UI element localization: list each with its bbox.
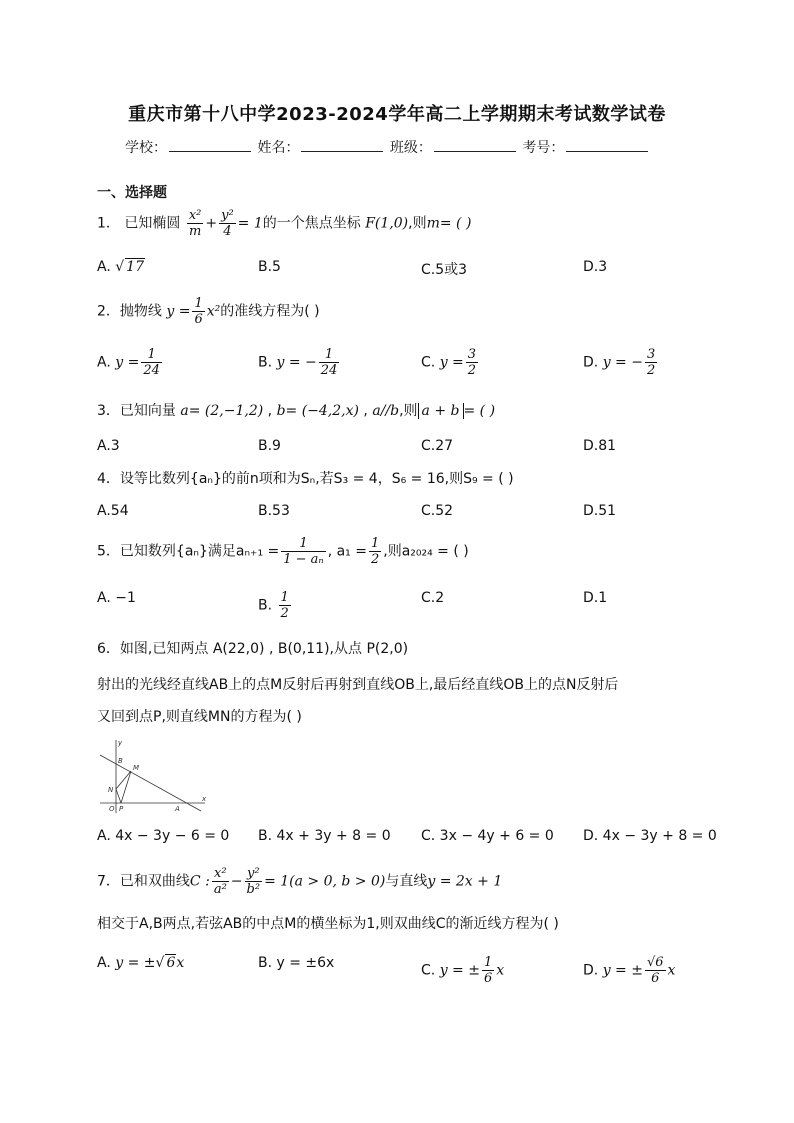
fraction: $\frac{\text{y²}}{4}$	[221, 208, 234, 239]
option-a[interactable]: A. y = ±√ 6x	[97, 955, 185, 971]
number-blank	[566, 139, 648, 152]
question-7-line-2: 相交于A,B两点,若弦AB的中点M的横坐标为1,则双曲线C的渐近线方程为( )	[97, 916, 559, 932]
option-a[interactable]: A. √ 17	[97, 259, 144, 275]
fraction: $\frac{\text{x²}}{m}$	[188, 208, 202, 239]
fraction: $\frac{1}{6}$	[194, 296, 203, 327]
question-2: 2．抛物线 y = $\frac{1}{6}$ x²的准线方程为( )	[97, 296, 320, 327]
option-c[interactable]: C. 3x − 4y + 6 = 0	[421, 828, 554, 844]
option-b[interactable]: B. y = ±6x	[258, 955, 335, 971]
question-4: 4．设等比数列{aₙ}的前n项和为Sₙ,若S₃ = 4，S₆ = 16,则S₉ = ( )	[97, 471, 514, 487]
option-b[interactable]: B.5	[258, 259, 281, 275]
school-blank	[169, 139, 251, 152]
option-a[interactable]: A.54	[97, 503, 129, 519]
student-info-line	[125, 137, 650, 157]
fig-label-n: N	[108, 786, 114, 794]
fig-label-m: M	[133, 764, 140, 772]
question-6-figure	[97, 737, 209, 815]
option-c[interactable]: C.2	[421, 590, 445, 606]
question-3: 3．已知向量 a= (2,−1,2) , b= (−4,2,x) , a//b,则 a + b = ( )	[97, 403, 496, 419]
fraction: $\frac{\text{x²}}{\text{a²}}$	[213, 866, 227, 897]
question-6-line-2: 射出的光线经直线AB上的点M反射后再射到直线OB上,最后经直线OB上的点N反射后	[97, 677, 619, 693]
option-d[interactable]: D.81	[583, 438, 617, 454]
option-b[interactable]: B. 4x + 3y + 8 = 0	[258, 828, 391, 844]
school-label: 学校：	[125, 140, 167, 156]
question-4-options	[97, 503, 737, 523]
page-title: 重庆市第十八中学2023-2024学年高二上学期期末考试数学试卷	[128, 104, 666, 125]
option-c[interactable]: C.5或3	[421, 262, 468, 278]
question-1: 1． 已知椭圆 $\frac{\text{x²}}{m}$ + $\frac{\text{y²}}{4}$ = 1的一个焦点坐标 F(1,0),则m= ( )	[97, 208, 472, 239]
option-c[interactable]: C. y = ± $\frac{1}{6}$ x	[421, 955, 505, 986]
option-d[interactable]: D.1	[583, 590, 608, 606]
option-d[interactable]: D.51	[583, 503, 617, 519]
option-a[interactable]: A. 4x − 3y − 6 = 0	[97, 828, 230, 844]
option-d[interactable]: D. y = − $\frac{3}{2}$	[583, 347, 656, 378]
fig-label-y: y	[118, 739, 123, 747]
option-d[interactable]: D. 4x − 3y + 8 = 0	[583, 828, 717, 844]
option-b[interactable]: B.9	[258, 438, 281, 454]
fig-label-p: P	[119, 805, 124, 813]
fig-label-b: B	[118, 757, 123, 765]
option-a[interactable]: A.3	[97, 438, 120, 454]
question-number: 1．	[97, 215, 120, 232]
name-blank	[301, 139, 383, 152]
fraction: $\frac{1}{\text{1 − aₙ}}$	[283, 536, 324, 567]
question-2-options	[97, 347, 737, 378]
question-5: 5．已知数列{aₙ}满足aₙ₊₁ = $\frac{1}{\text{1 − aₙ}}$ , a₁ = $\frac{1}{2}$ ,则a₂₀₂₄ = ( )	[97, 536, 469, 567]
fig-label-o: O	[109, 805, 115, 813]
question-6-line-3: 又回到点P,则直线MN的方程为( )	[97, 709, 302, 725]
question-6-options	[97, 828, 737, 848]
option-d[interactable]: D.3	[583, 259, 608, 275]
option-c[interactable]: C.27	[421, 438, 454, 454]
option-a[interactable]: A. y = $\frac{1}{24}$	[97, 347, 160, 378]
fraction: $\frac{\text{y²}}{\text{b²}}$	[246, 866, 261, 897]
fraction: $\frac{1}{2}$	[370, 536, 380, 567]
class-blank	[434, 139, 516, 152]
option-d[interactable]: D. y = ± $\frac{√6}{6}$ x	[583, 955, 676, 986]
option-a[interactable]: A. −1	[97, 590, 136, 606]
class-label: 班级：	[389, 140, 432, 156]
option-c[interactable]: C.52	[421, 503, 454, 519]
option-b[interactable]: B. y = − $\frac{1}{24}$	[258, 347, 338, 378]
section-heading: 一、选择题	[97, 185, 167, 201]
number-label: 考号：	[522, 140, 565, 156]
question-1-options	[97, 259, 737, 279]
option-b[interactable]: B. $\frac{1}{2}$	[258, 590, 289, 621]
option-c[interactable]: C. y = $\frac{3}{2}$	[421, 347, 477, 378]
question-3-options	[97, 438, 737, 458]
question-7: 7．已和双曲线C : $\frac{\text{x²}}{\text{a²}}$ − $\frac{\text{y²}}{\text{b²}}$ = 1(a > 0, b > 0)与直线y = 2x + 1	[97, 866, 503, 897]
question-7-options	[97, 955, 737, 986]
fig-label-a: A	[175, 805, 180, 813]
fig-label-x: x	[202, 795, 207, 803]
name-label: 姓名：	[257, 140, 300, 156]
option-b[interactable]: B.53	[258, 503, 290, 519]
question-5-options	[97, 590, 737, 621]
question-6: 6．如图,已知两点 A(22,0) , B(0,11),从点 P(2,0)	[97, 641, 409, 657]
question-text: 已知椭圆	[124, 215, 181, 232]
